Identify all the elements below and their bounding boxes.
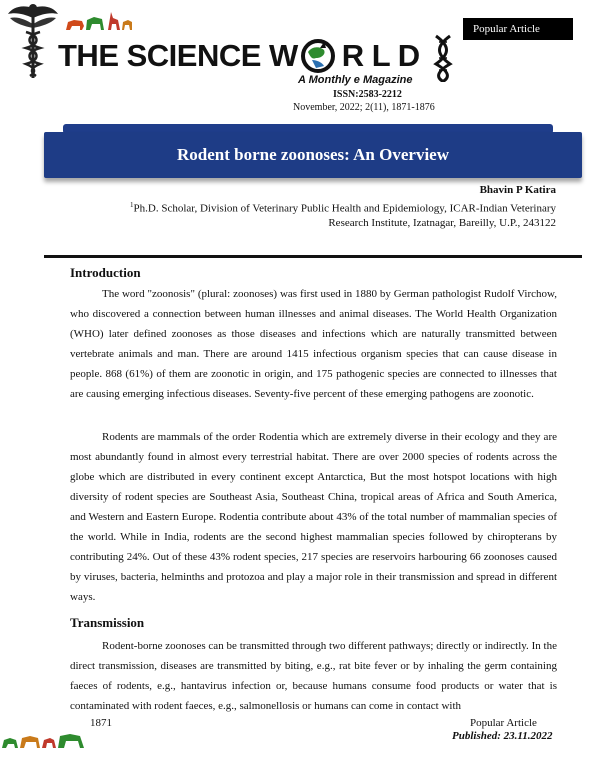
article-type-badge: Popular Article <box>463 18 573 40</box>
author-name: Bhavin P Katira <box>479 184 556 196</box>
dna-icon <box>432 34 454 82</box>
article-title: Rodent borne zoonoses: An Overview <box>177 145 449 164</box>
journal-title: THE SCIENCE W R L D <box>58 38 420 73</box>
journal-tagline: A Monthly e Magazine <box>298 74 413 86</box>
issue-info: November, 2022; 2(11), 1871-1876 <box>293 102 435 113</box>
caduceus-logo-icon <box>6 2 60 80</box>
header-divider <box>44 255 582 258</box>
footer-article-type: Popular Article <box>470 717 537 729</box>
page-number: 1871 <box>90 717 112 729</box>
transmission-paragraph-1: Rodent-borne zoonoses can be transmitted through two different pathways; directly or indirectly. In the direct transmission, diseases are transmitted by biting, e.g., rat bite fever or by inhaling the germ containing faeces of rodents, e.g., hantavirus infection or, because humans consume food products or water that is contaminated with rodent faeces, e.g., salmonellosis or humans can come in contact with <box>70 640 557 712</box>
intro-paragraph-2: Rodents are mammals of the order Rodentia which are extremely diverse in their ecology and they are most abundantly found in almost every terrestrial habitat. There are over 2000 species of rodents across the globe which are distributed in every continent except Antarctica, But the most hotspot locations with high diversity of rodent species are Southeast Asia, Southeast China, tropical areas of Africa and South America, and Western and Eastern Europe. Rodentia contribute about 43% of the total number of mammalian species of the world. While in India, rodents are the second highest mammalian species followed by chiropterans by contributing 24%. Out of these 43% rodent species, 217 species are reservoirs harbouring 66 zoonoses caused by viruses, bacteria, helminths and protozoa and play a major role in their transmission and spread in different ways. <box>70 431 557 603</box>
published-date: Published: 23.11.2022 <box>452 730 553 742</box>
intro-paragraph-1: The word "zoonosis" (plural: zoonoses) was first used in 1880 by German pathologist Rudolf Virchow, who discovered a connection between human illnesses and animal diseases. The World Health Organization (WHO) later defined zoonoses as those diseases and infections which are naturally transmitted between vertebrate animals and man. There are around 1415 infectious organism species that can cause disease in people. 868 (61%) of them are zoonotic in origin, and 175 pathogenic species are connected to illnesses that are causing emerging infectious diseases. Seventy-five percent of these emerging pathogens are zoonotic. <box>70 288 557 400</box>
issn: ISSN:2583-2212 <box>333 89 402 100</box>
wildlife-silhouettes-icon <box>64 10 134 34</box>
globe-icon <box>300 38 336 74</box>
section-heading-transmission: Transmission <box>70 615 145 630</box>
footer-wildlife-icon <box>0 726 88 752</box>
section-heading-introduction: Introduction <box>70 265 141 280</box>
author-affiliation: $^1$Ph.D. Scholar, Division of Veterinary Public Health and Epidemiology, ICAR-Indian Veterinary Research Institute, Izatnagar, Bareilly, U.P., 243122 <box>130 201 556 229</box>
